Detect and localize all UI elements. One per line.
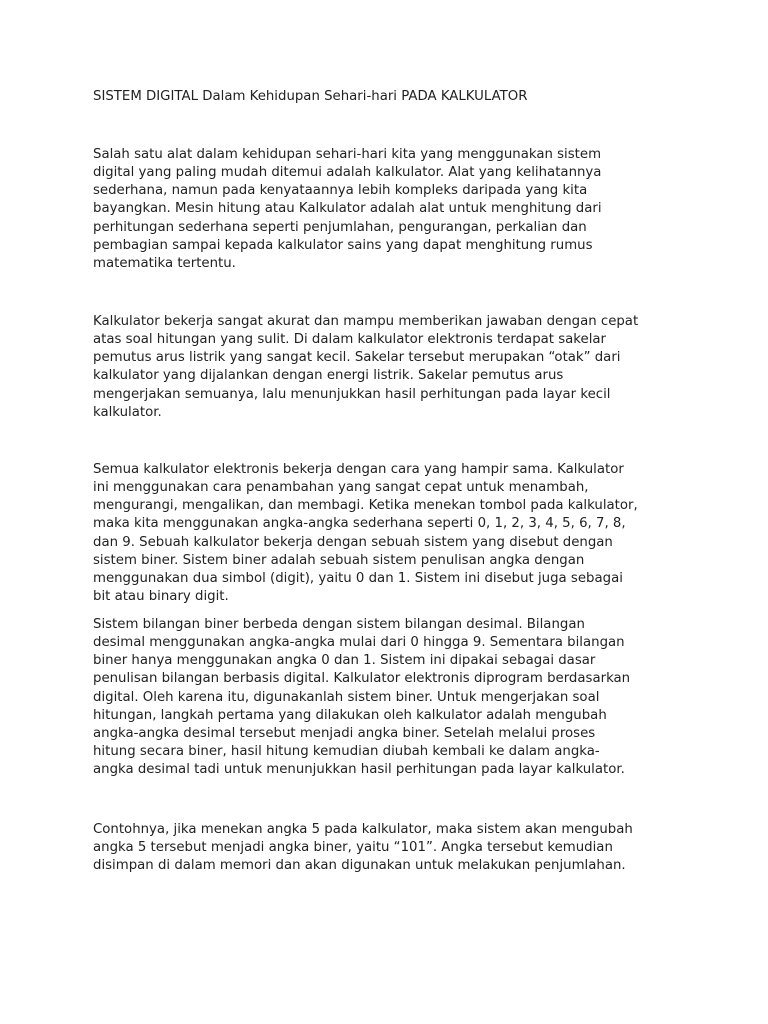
- paragraph-line: sistem biner. Sistem biner adalah sebuah sistem penulisan angka dengan: [93, 552, 585, 568]
- paragraph-line: bayangkan. Mesin hitung atau Kalkulator adalah alat untuk menghitung dari: [93, 201, 602, 217]
- paragraph-line: hitung secara biner, hasil hitung kemudian diubah kembali ke dalam angka-: [93, 744, 600, 760]
- paragraph-line: matematika tertentu.: [93, 255, 236, 271]
- paragraph-line: angka desimal tadi untuk menunjukkan hasil perhitungan pada layar kalkulator.: [93, 762, 625, 778]
- paragraph-line: Salah satu alat dalam kehidupan sehari-hari kita yang menggunakan sistem: [93, 147, 602, 162]
- paragraph-line: ini menggunakan cara penambahan yang sangat cepat untuk menambah,: [93, 480, 589, 496]
- paragraph-line: digital. Oleh karena itu, digunakanlah sistem biner. Untuk mengerjakan soal: [93, 689, 600, 705]
- paragraph-line: hitungan, langkah pertama yang dilakukan oleh kalkulator adalah mengubah: [93, 707, 607, 723]
- paragraph-line: dan 9. Sebuah kalkulator bekerja dengan sebuah sistem yang disebut dengan: [93, 534, 613, 550]
- paragraph-line: angka 5 tersebut menjadi angka biner, yaitu “101”. Angka tersebut kemudian: [93, 840, 613, 856]
- paragraph-line: penulisan bilangan berbasis digital. Kalkulator elektronis diprogram berdasarkan: [93, 671, 631, 687]
- paragraph-line: pemutus arus listrik yang sangat kecil. Sakelar tersebut merupakan “otak” dari: [93, 350, 621, 366]
- paragraph-line: mengurangi, mengalikan, dan membagi. Ketika menekan tombol pada kalkulator,: [93, 498, 638, 514]
- paragraph-line: kalkulator yang dijalankan dengan energi listrik. Sakelar pemutus arus: [93, 368, 564, 384]
- paragraph-line: angka-angka desimal tersebut menjadi angka biner. Setelah melalui proses: [93, 725, 596, 741]
- paragraph-3: [93, 461, 693, 606]
- paragraph-line: bit atau binary digit.: [93, 589, 229, 605]
- paragraph-line: maka kita menggunakan angka-angka sederhana seperti 0, 1, 2, 3, 4, 5, 6, 7, 8,: [93, 516, 626, 532]
- document-title: SISTEM DIGITAL Dalam Kehidupan Sehari-hari PADA KALKULATOR: [93, 89, 528, 104]
- paragraph-line: Kalkulator bekerja sangat akurat dan mampu memberikan jawaban dengan cepat: [93, 314, 639, 329]
- paragraph-line: biner hanya menggunakan angka 0 dan 1. Sistem ini dipakai sebagai dasar: [93, 653, 596, 669]
- paragraph-line: Contohnya, jika menekan angka 5 pada kalkulator, maka sistem akan mengubah: [93, 822, 633, 837]
- paragraph-line: mengerjakan semuanya, lalu menunjukkan hasil perhitungan pada layar kecil: [93, 386, 611, 402]
- paragraph-line: digital yang paling mudah ditemui adalah kalkulator. Alat yang kelihatannya: [93, 165, 602, 181]
- paragraph-line: Semua kalkulator elektronis bekerja dengan cara yang hampir sama. Kalkulator: [93, 462, 624, 477]
- paragraph-2: [93, 313, 693, 422]
- paragraph-line: perhitungan sederhana seperti penjumlahan, pengurangan, perkalian dan: [93, 219, 587, 235]
- paragraph-line: desimal menggunakan angka-angka mulai dari 0 hingga 9. Sementara bilangan: [93, 635, 625, 651]
- paragraph-5: [93, 821, 693, 875]
- paragraph-line: atas soal hitungan yang sulit. Di dalam kalkulator elektronis terdapat sakelar: [93, 332, 607, 348]
- paragraph-line: pembagian sampai kepada kalkulator sains yang dapat menghitung rumus: [93, 237, 593, 253]
- paragraph-1: [93, 146, 693, 273]
- paragraph-line: menggunakan dua simbol (digit), yaitu 0 dan 1. Sistem ini disebut juga sebagai: [93, 570, 623, 586]
- paragraph-line: sederhana, namun pada kenyataannya lebih kompleks daripada yang kita: [93, 183, 588, 199]
- paragraph-line: kalkulator.: [93, 404, 162, 420]
- paragraph-line: Sistem bilangan biner berbeda dengan sistem bilangan desimal. Bilangan: [93, 617, 585, 632]
- paragraph-line: disimpan di dalam memori dan akan digunakan untuk melakukan penjumlahan.: [93, 858, 626, 874]
- paragraph-4: [93, 616, 693, 779]
